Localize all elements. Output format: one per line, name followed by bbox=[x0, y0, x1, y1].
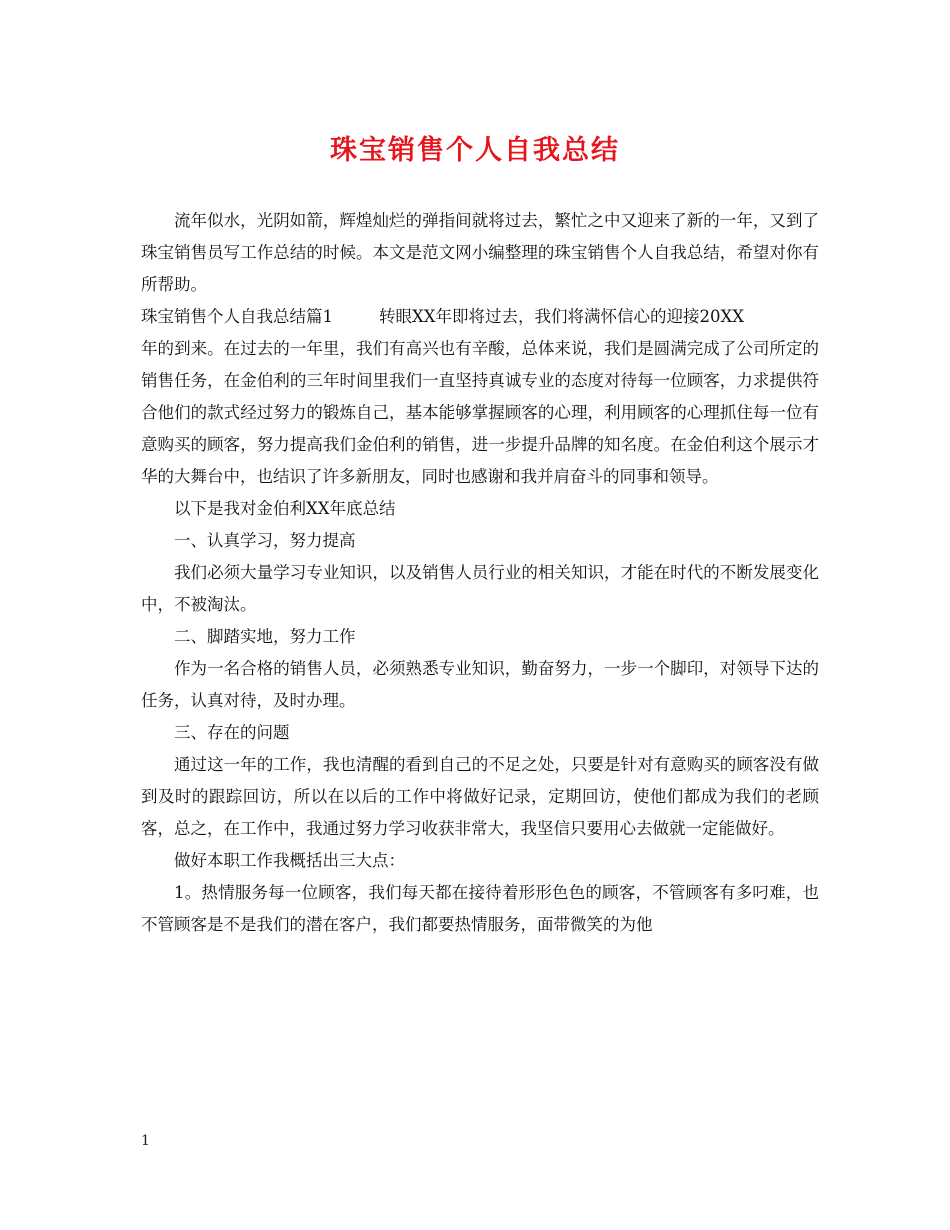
section-lead: 转眼XX年即将过去，我们将满怀信心的迎接20XX bbox=[379, 307, 744, 326]
heading-2: 二、脚踏实地，努力工作 bbox=[174, 627, 356, 646]
body-paragraph: 作为一名合格的销售人员，必须熟悉专业知识，勤奋努力，一步一个脚印，对领导下达的任务，认真对待，及时办理。 bbox=[141, 659, 819, 710]
section-heading: 珠宝销售个人自我总结篇1 bbox=[141, 307, 333, 326]
point-1: 1。热情服务每一位顾客，我们每天都在接待着形形色色的顾客，不管顾客有多叼难，也不管顾客是不是我们的潜在客户，我们都要热情服务，面带微笑的为他 bbox=[141, 883, 819, 934]
summary-intro: 以下是我对金伯利XX年底总结 bbox=[174, 499, 396, 518]
body-paragraph: 年的到来。在过去的一年里，我们有高兴也有辛酸，总体来说，我们是圆满完成了公司所定的销售任务，在金伯利的三年时间里我们一直坚持真诚专业的态度对待每一位顾客，力求提供符合他们的款式经过努力的锻炼自己，基本能够掌握顾客的心理，利用顾客的心理抓住每一位有意购买的顾客，努力提高我们金伯利的销售，进一步提升品牌的知名度。在金伯利这个展示才华的大舞台中，也结识了许多新朋友，同时也感谢和我并肩奋斗的同事和领导。 bbox=[141, 339, 819, 486]
document-title: 珠宝销售个人自我总结 bbox=[330, 135, 620, 166]
page-number: 1 bbox=[141, 1133, 150, 1149]
section-heading-line bbox=[141, 301, 819, 333]
body-paragraph: 我们必须大量学习专业知识，以及销售人员行业的相关知识，才能在时代的不断发展变化中，不被淘汰。 bbox=[141, 563, 819, 614]
body-paragraph: 通过这一年的工作，我也清醒的看到自己的不足之处，只要是针对有意购买的顾客没有做到及时的跟踪回访，所以在以后的工作中将做好记录，定期回访，使他们都成为我们的老顾客，总之，在工作中，我通过努力学习收获非常大，我坚信只要用心去做就一定能做好。 bbox=[141, 755, 819, 838]
three-points-intro: 做好本职工作我概括出三大点： bbox=[174, 851, 405, 870]
document-body bbox=[141, 205, 819, 941]
heading-1: 一、认真学习，努力提高 bbox=[174, 531, 356, 550]
intro-paragraph: 流年似水，光阴如箭，辉煌灿烂的弹指间就将过去，繁忙之中又迎来了新的一年，又到了珠宝销售员写工作总结的时候。本文是范文网小编整理的珠宝销售个人自我总结，希望对你有所帮助。 bbox=[141, 211, 819, 294]
heading-3: 三、存在的问题 bbox=[174, 723, 290, 742]
